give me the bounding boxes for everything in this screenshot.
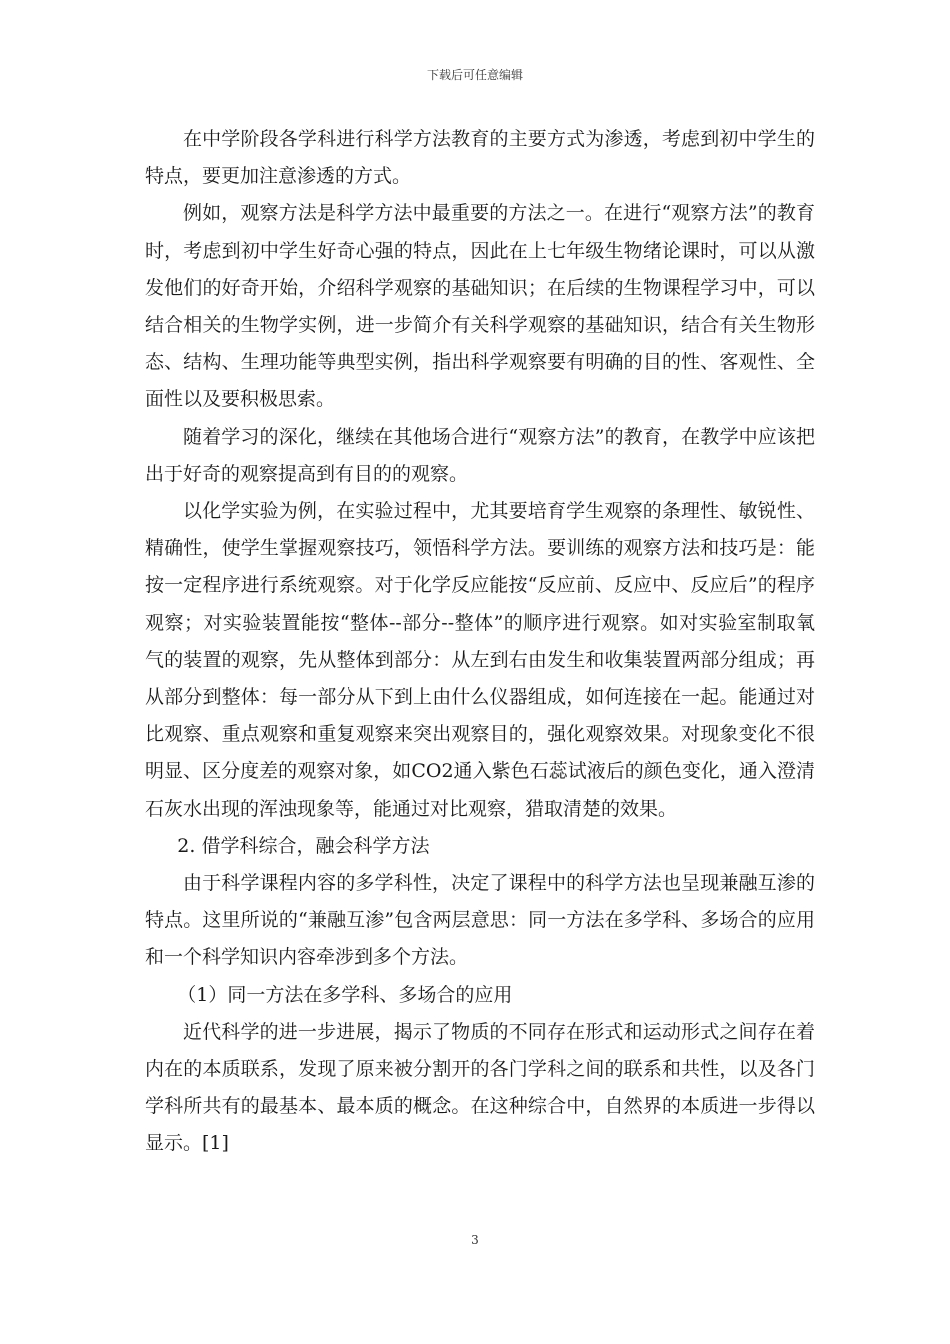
paragraph-multidisciplinary: 由于科学课程内容的多学科性，决定了课程中的科学方法也呈现兼融互渗的特点。这里所说的“兼融互渗”包含两层意思：同一方法在多学科、多场合的应用和一个科学知识内容牵涉到多个方法。 xyxy=(145,872,815,969)
paragraph-observation-example: 例如，观察方法是科学方法中最重要的方法之一。在进行“观察方法”的教育时，考虑到初中学生好奇心强的特点，因此在上七年级生物绪论课时，可以从激发他们的好奇开始，介绍科学观察的基础知识；在后续的生物课程学习中，可以结合相关的生物学实例，进一步简介有关科学观察的基础知识，结合有关生物形态、结构、生理功能等典型实例，指出科学观察要有明确的目的性、客观性、全面性以及要积极思索。 xyxy=(145,202,815,411)
paragraph-chemistry-experiment: 以化学实验为例，在实验过程中，尤其要培育学生观察的条理性、敏锐性、精确性，使学生掌握观察技巧，领悟科学方法。要训练的观察方法和技巧是：能按一定程序进行系统观察。对于化学反应能按“反应前、反应中、反应后”的程序观察；对实验装置能按“整体--部分--整体”的顺序进行观察。如对实验室制取氧气的装置的观察，先从整体到部分：从左到右由发生和收集装置两部分组成；再从部分到整体：每一部分从下到上由什么仪器组成，如何连接在一起。能通过对比观察、重点观察和重复观察来突出观察目的，强化观察效果。对现象变化不很明显、区分度差的观察对象，如CO2通入紫色石蕊试液后的颜色变化，通入澄清石灰水出现的浑浊现象等，能通过对比观察，猎取清楚的效果。 xyxy=(145,500,815,820)
paragraph-deepening: 随着学习的深化，继续在其他场合进行“观察方法”的教育，在教学中应该把出于好奇的观察提高到有目的的观察。 xyxy=(145,425,815,485)
paragraph-modern-science: 近代科学的进一步进展，揭示了物质的不同存在形式和运动形式之间存在着内在的本质联系，发现了原来被分割开的各门学科之间的联系和共性，以及各门学科所共有的最基本、最本质的概念。在这种综合中，自然界的本质进一步得以显示。[1] xyxy=(145,1020,815,1155)
body-text xyxy=(145,121,815,1163)
paragraph-intro: 在中学阶段各学科进行科学方法教育的主要方式为渗透，考虑到初中学生的特点，要更加注意渗透的方式。 xyxy=(145,128,815,188)
section-heading-2: 2. 借学科综合，融会科学方法 xyxy=(177,834,430,857)
subsection-heading-1: （1）同一方法在多学科、多场合的应用 xyxy=(177,983,513,1006)
page-header: 下载后可任意编辑 xyxy=(426,68,523,82)
page-number: 3 xyxy=(471,1233,479,1247)
